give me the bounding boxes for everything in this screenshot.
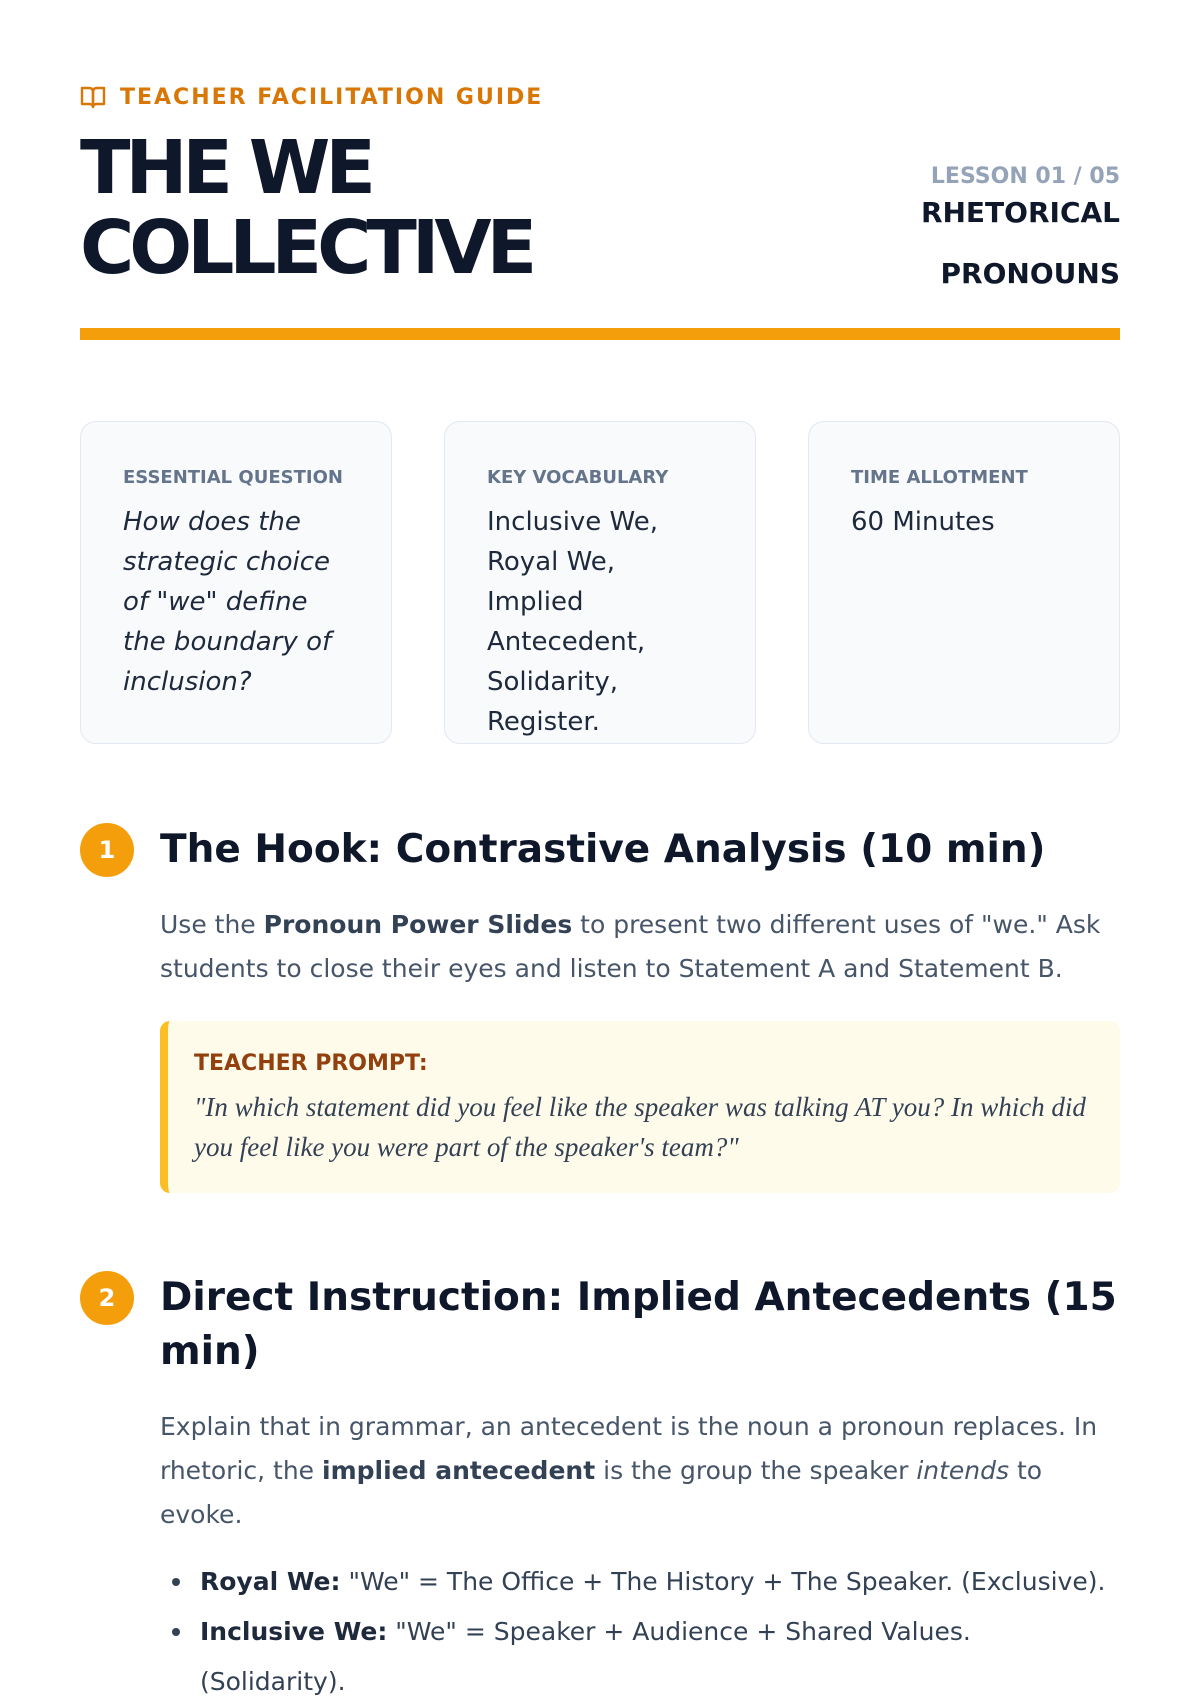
section-header bbox=[80, 823, 1120, 877]
list-item bbox=[200, 1557, 1120, 1607]
card-label: ESSENTIAL QUESTION bbox=[123, 467, 343, 488]
prompt-text: "In which statement did you feel like the speaker was talking AT you? In which did you feel like you were part of the speaker's team?" bbox=[194, 1092, 1086, 1162]
step-badge: 2 bbox=[80, 1271, 134, 1325]
list-item-text: "We" = The Office + The History + The Speaker. (Exclusive). bbox=[340, 1567, 1106, 1596]
section-title: Direct Instruction: Implied Antecedents (15 min) bbox=[160, 1275, 1117, 1374]
body-bold-text: implied antecedent bbox=[322, 1456, 596, 1485]
card-value: How does the strategic choice of "we" define the boundary of inclusion? bbox=[123, 507, 332, 697]
teacher-prompt-callout bbox=[160, 1021, 1120, 1193]
body-italic-text: intends bbox=[916, 1456, 1010, 1485]
list-item-text: "We" = Speaker + Audience + Shared Values. (Solidarity). bbox=[200, 1617, 971, 1696]
eyebrow-label: TEACHER FACILITATION GUIDE bbox=[120, 84, 544, 110]
page-title bbox=[80, 125, 720, 291]
card-label: TIME ALLOTMENT bbox=[851, 467, 1028, 488]
header-divider bbox=[80, 328, 1120, 340]
section-hook bbox=[80, 823, 1120, 1193]
lesson-topic-line-1: RHETORICAL bbox=[920, 196, 1120, 229]
section-title: The Hook: Contrastive Analysis (10 min) bbox=[160, 827, 1046, 872]
lesson-number: LESSON 01 / 05 bbox=[930, 164, 1120, 189]
body-text: to evoke. bbox=[160, 1456, 1043, 1529]
key-vocabulary-card bbox=[444, 421, 756, 744]
time-allotment-card bbox=[808, 421, 1120, 744]
body-text: is the group the speaker bbox=[595, 1456, 917, 1485]
prompt-label: TEACHER PROMPT: bbox=[194, 1051, 428, 1076]
body-text: Use the bbox=[160, 910, 264, 939]
lesson-topic bbox=[921, 182, 1120, 304]
summary-cards bbox=[80, 421, 1120, 744]
card-value: Inclusive We, Royal We, Implied Antecedent, Solidarity, Register. bbox=[487, 507, 659, 737]
card-value: 60 Minutes bbox=[851, 507, 995, 537]
section-body bbox=[160, 903, 1120, 991]
list-item-term: Royal We: bbox=[200, 1567, 341, 1596]
card-label: KEY VOCABULARY bbox=[487, 467, 669, 488]
essential-question-card bbox=[80, 421, 392, 744]
title-line-2: COLLECTIVE bbox=[80, 205, 533, 291]
body-text: Explain that in grammar, an antecedent is the noun a pronoun replaces. In rhetoric, the bbox=[160, 1412, 1098, 1485]
title-line-1: THE WE bbox=[80, 125, 371, 211]
section-header bbox=[80, 1271, 1120, 1379]
list-item bbox=[200, 1607, 1120, 1707]
section-body bbox=[160, 1405, 1120, 1537]
facilitation-guide-page bbox=[80, 0, 1120, 1696]
open-book-icon bbox=[80, 84, 108, 110]
body-bold-text: Pronoun Power Slides bbox=[263, 910, 573, 939]
section-direct-instruction bbox=[80, 1271, 1120, 1707]
lesson-topic-line-2: PRONOUNS bbox=[940, 257, 1120, 290]
eyebrow bbox=[80, 82, 543, 112]
body-text: to present two different uses of "we." Ask students to close their eyes and listen to Statement A and Statement B. bbox=[160, 910, 1101, 983]
lesson-meta bbox=[921, 160, 1120, 304]
antecedent-list bbox=[200, 1557, 1120, 1707]
list-item-term: Inclusive We: bbox=[200, 1617, 388, 1646]
step-badge: 1 bbox=[80, 823, 134, 877]
